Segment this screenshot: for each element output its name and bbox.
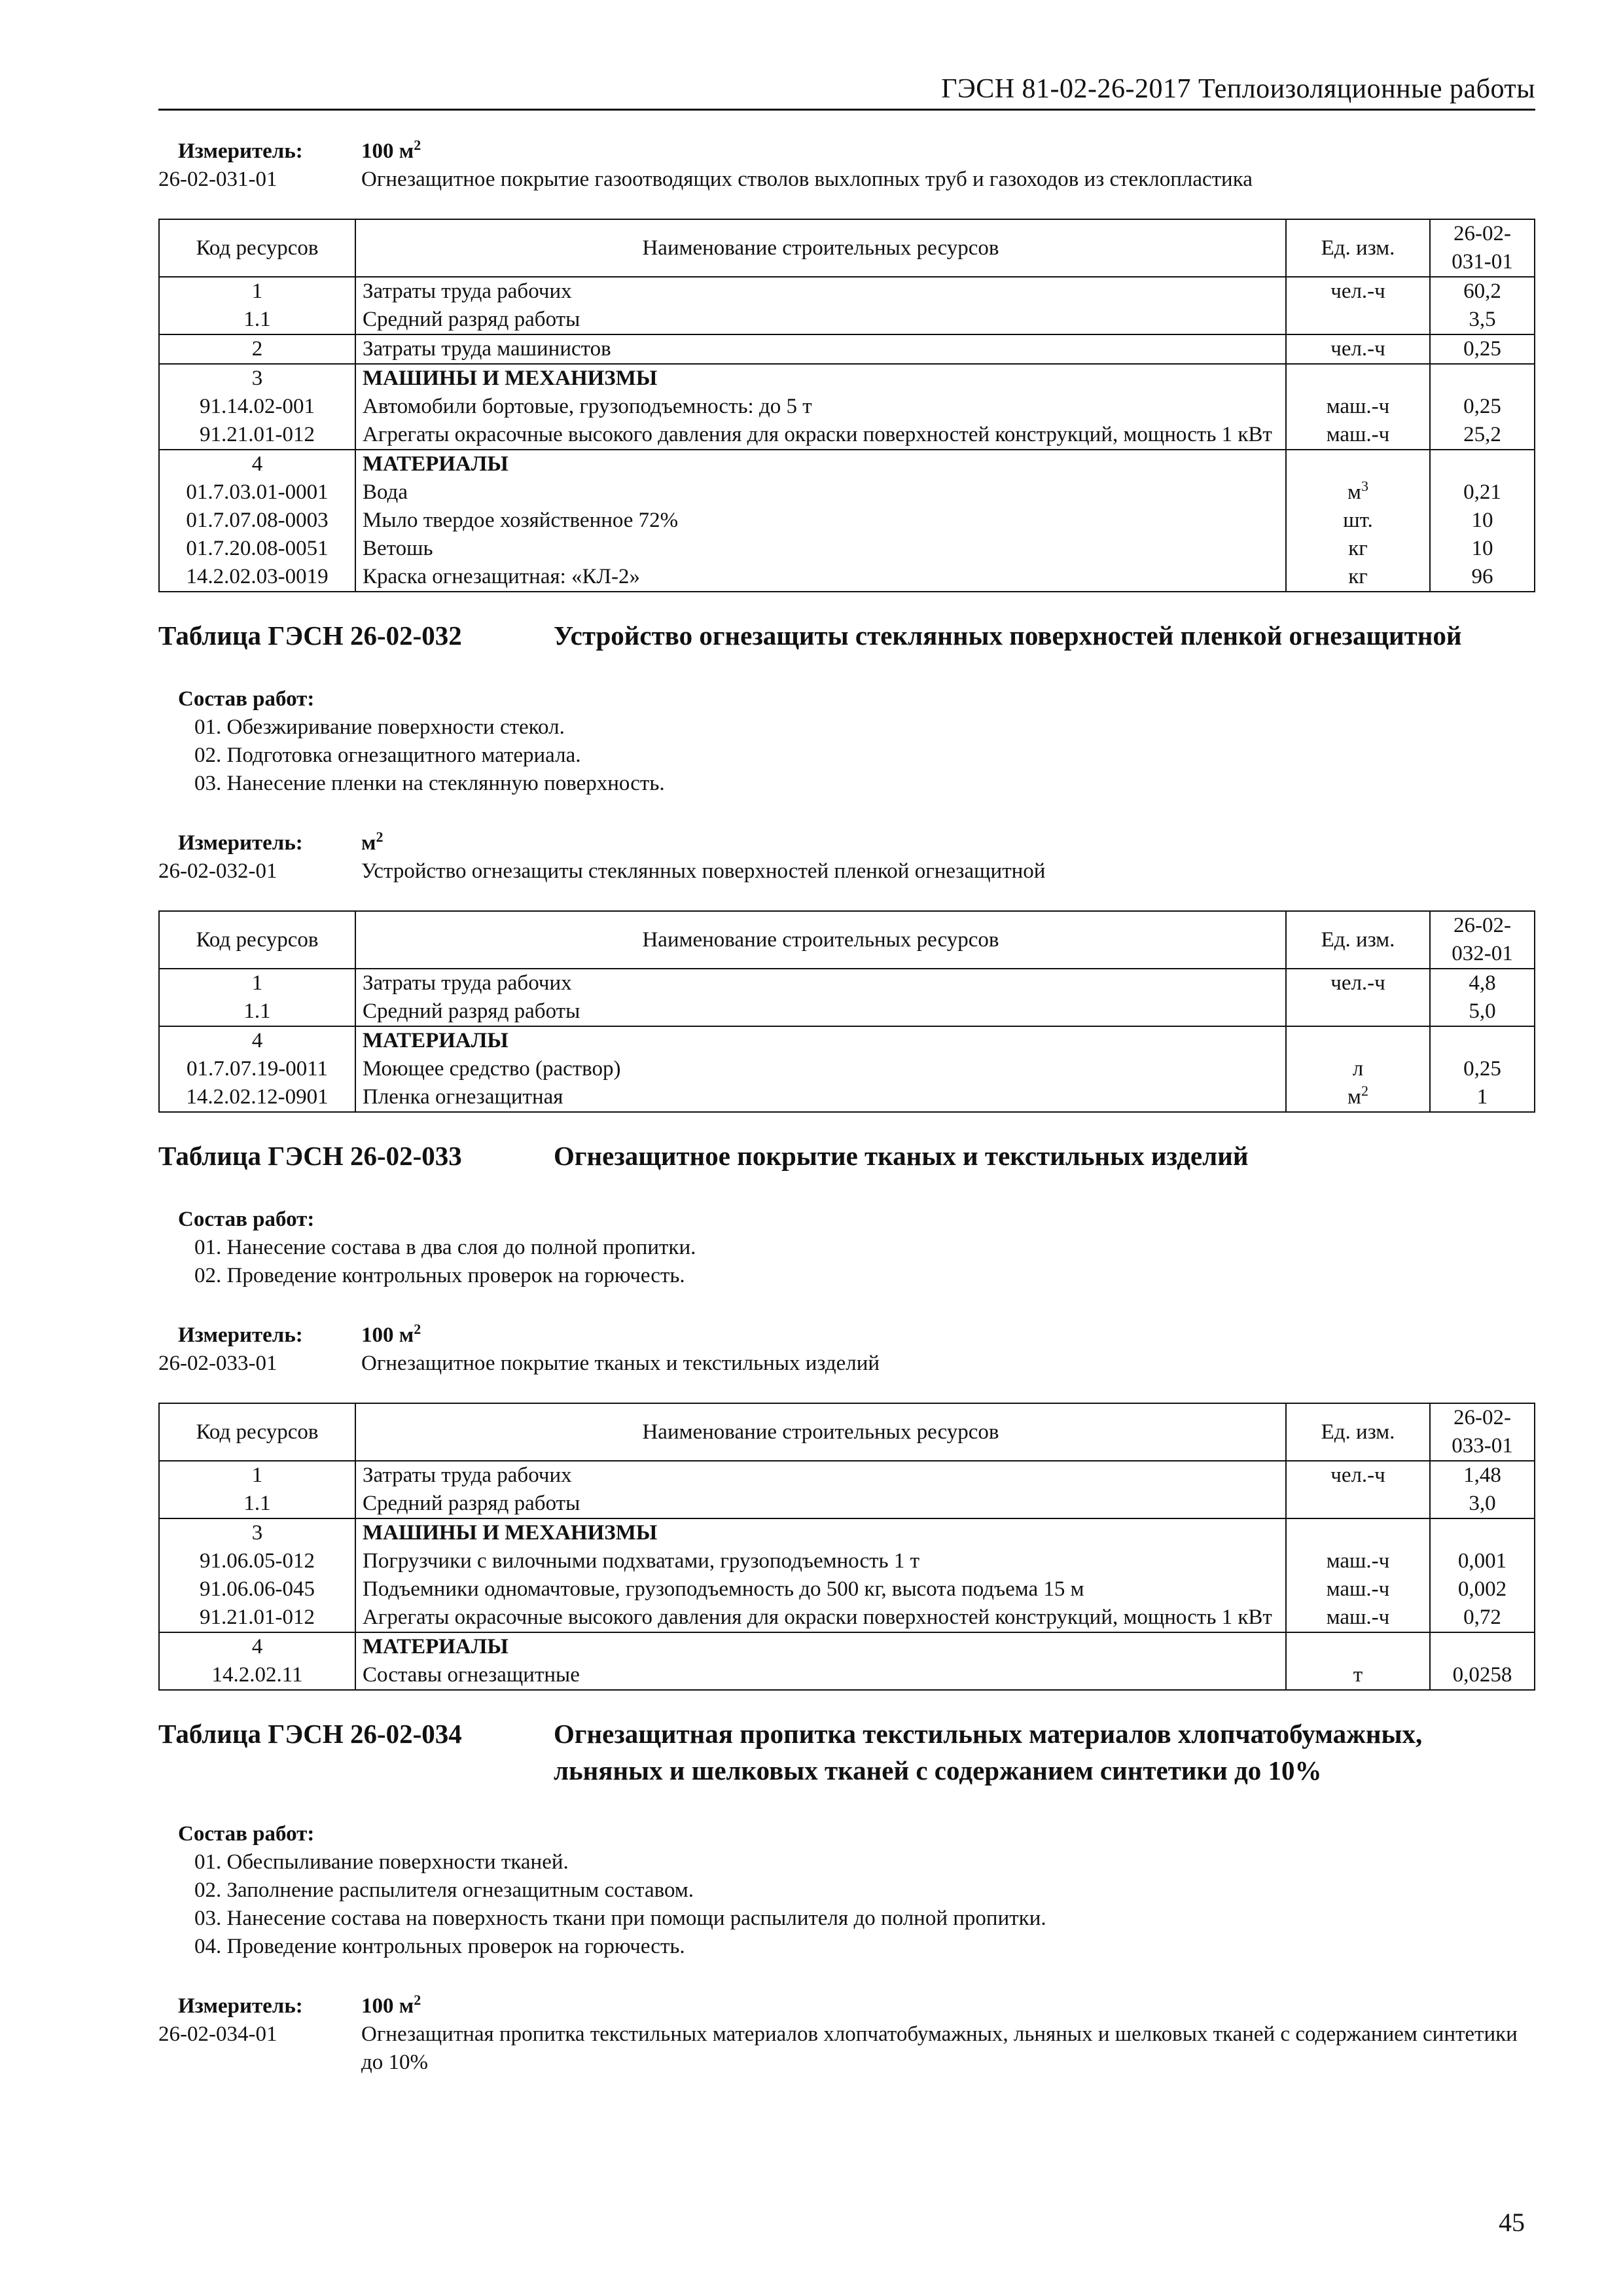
cell-unit: маш.-ч: [1286, 1547, 1430, 1575]
cell-name: Затраты труда машинистов: [355, 334, 1286, 364]
table-row: [159, 334, 1535, 364]
cell-code: 91.21.01-012: [159, 421, 355, 450]
cell-unit: чел.-ч: [1286, 969, 1430, 997]
table-row: [159, 1547, 1535, 1575]
cell-code: 1.1: [159, 997, 355, 1026]
measure-block-2: [158, 829, 1535, 886]
table-row: [159, 1518, 1535, 1547]
table-row: [159, 277, 1535, 306]
cell-value: 60,2: [1430, 277, 1535, 306]
cell-value: 0,25: [1430, 1055, 1535, 1083]
measure-label: Измеритель:: [178, 1994, 303, 2018]
cell-code: 01.7.07.08-0003: [159, 507, 355, 535]
cell-code: 91.06.06-045: [159, 1575, 355, 1604]
cell-unit: л: [1286, 1055, 1430, 1083]
table-title-4: [158, 1715, 1535, 1789]
cell-unit: маш.-ч: [1286, 1604, 1430, 1632]
norm-description: Огнезащитное покрытие газоотводящих стволов выхлопных труб и газоходов из стеклопластика: [361, 168, 1253, 191]
table-title-3: [158, 1138, 1535, 1174]
cell-value: 3,5: [1430, 306, 1535, 334]
cell-value: [1430, 1026, 1535, 1055]
cell-name: Агрегаты окрасочные высокого давления для окраски поверхностей конструкций, мощность 1 кВт: [355, 1604, 1286, 1632]
col-header-value: 26-02- 032-01: [1430, 911, 1535, 969]
cell-value: 0,25: [1430, 334, 1535, 364]
col-header-name: Наименование строительных ресурсов: [355, 911, 1286, 969]
table-row: [159, 1575, 1535, 1604]
cell-name: Вода: [355, 478, 1286, 507]
cell-value: 0,002: [1430, 1575, 1535, 1604]
cell-unit: $м^3$: [1286, 478, 1430, 507]
table-row: [159, 969, 1535, 997]
cell-name: МАТЕРИАЛЫ: [355, 1632, 1286, 1661]
norm-code: 26-02-031-01: [158, 168, 277, 191]
cell-code: 1: [159, 1461, 355, 1490]
table-row: [159, 1490, 1535, 1518]
cell-code: 1: [159, 277, 355, 306]
table-row: [159, 1055, 1535, 1083]
cell-unit: [1286, 364, 1430, 393]
cell-unit: чел.-ч: [1286, 1461, 1430, 1490]
cell-unit: [1286, 450, 1430, 478]
cell-name: МАШИНЫ И МЕХАНИЗМЫ: [355, 364, 1286, 393]
cell-name: Моющее средство (раствор): [355, 1055, 1286, 1083]
table-name: Огнезащитная пропитка текстильных материалов хлопчатобумажных, льняных и шелковых тканей с содержанием синтетики до 10%: [554, 1719, 1423, 1785]
work-composition-4: [158, 1820, 1535, 1961]
table-row: [159, 507, 1535, 535]
cell-code: 14.2.02.11: [159, 1661, 355, 1690]
cell-unit: т: [1286, 1661, 1430, 1690]
table-row: [159, 1661, 1535, 1690]
cell-name: Агрегаты окрасочные высокого давления для окраски поверхностей конструкций, мощность 1 кВт: [355, 421, 1286, 450]
cell-unit: чел.-ч: [1286, 334, 1430, 364]
table-row: [159, 393, 1535, 421]
table-row: [159, 421, 1535, 450]
composition-item: 02. Подготовка огнезащитного материала.: [194, 744, 581, 767]
composition-item: 01. Нанесение состава в два слоя до полной пропитки.: [194, 1236, 696, 1259]
cell-unit: [1286, 1026, 1430, 1055]
cell-unit: шт.: [1286, 507, 1430, 535]
composition-item: 04. Проведение контрольных проверок на горючесть.: [194, 1935, 685, 1958]
cell-name: Средний разряд работы: [355, 997, 1286, 1026]
cell-value: 3,0: [1430, 1490, 1535, 1518]
table-row: [159, 1026, 1535, 1055]
cell-unit: маш.-ч: [1286, 1575, 1430, 1604]
cell-code: 14.2.02.03-0019: [159, 563, 355, 592]
cell-value: 1: [1430, 1083, 1535, 1112]
cell-name: Средний разряд работы: [355, 306, 1286, 334]
cell-value: 0,25: [1430, 393, 1535, 421]
cell-code: 91.14.02-001: [159, 393, 355, 421]
cell-value: 10: [1430, 535, 1535, 563]
composition-label: Состав работ:: [178, 1208, 315, 1231]
cell-unit: [1286, 1632, 1430, 1661]
cell-code: 1: [159, 969, 355, 997]
cell-name: Подъемники одномачтовые, грузоподъемность до 500 кг, высота подъема 15 м: [355, 1575, 1286, 1604]
cell-name: МАШИНЫ И МЕХАНИЗМЫ: [355, 1518, 1286, 1547]
composition-item: 01. Обеспыливание поверхности тканей.: [194, 1850, 569, 1874]
cell-unit: [1286, 1518, 1430, 1547]
col-header-value: 26-02- 033-01: [1430, 1403, 1535, 1461]
cell-name: Пленка огнезащитная: [355, 1083, 1286, 1112]
cell-code: 3: [159, 364, 355, 393]
table-row: [159, 1083, 1535, 1112]
col-header-unit: Ед. изм.: [1286, 219, 1430, 277]
cell-value: [1430, 450, 1535, 478]
composition-item: 02. Проведение контрольных проверок на горючесть.: [194, 1264, 685, 1287]
cell-name: Составы огнезащитные: [355, 1661, 1286, 1690]
table-row: [159, 450, 1535, 478]
measure-label: Измеритель:: [178, 831, 303, 855]
table-row: [159, 535, 1535, 563]
measure-value: $м^2$: [361, 829, 383, 855]
cell-code: 4: [159, 1026, 355, 1055]
measure-block-1: [158, 137, 1535, 194]
measure-value: 100 $м^2$: [361, 1321, 421, 1347]
running-header: ГЭСН 81-02-26-2017 Теплоизоляционные работы: [941, 74, 1535, 104]
cell-name: Погрузчики с вилочными подхватами, грузоподъемность 1 т: [355, 1547, 1286, 1575]
cell-code: 3: [159, 1518, 355, 1547]
page-number: 45: [1499, 2208, 1525, 2237]
col-header-value: 26-02- 031-01: [1430, 219, 1535, 277]
table-title-2: [158, 617, 1535, 654]
cell-value: [1430, 1518, 1535, 1547]
table-row: [159, 478, 1535, 507]
cell-name: Автомобили бортовые, грузоподъемность: до 5 т: [355, 393, 1286, 421]
cell-unit: [1286, 997, 1430, 1026]
cell-code: 1.1: [159, 1490, 355, 1518]
col-header-name: Наименование строительных ресурсов: [355, 1403, 1286, 1461]
table-row: [159, 563, 1535, 592]
table-number: Таблица ГЭСН 26-02-032: [158, 620, 462, 651]
resource-table-3: [158, 1403, 1535, 1691]
measure-value: 100 $м^2$: [361, 137, 421, 163]
measure-block-4: [158, 1992, 1535, 2077]
cell-unit: $м^2$: [1286, 1083, 1430, 1112]
composition-item: 01. Обезжиривание поверхности стекол.: [194, 715, 565, 739]
cell-unit: кг: [1286, 563, 1430, 592]
col-header-code: Код ресурсов: [159, 219, 355, 277]
cell-name: Ветошь: [355, 535, 1286, 563]
cell-code: 14.2.02.12-0901: [159, 1083, 355, 1112]
work-composition-3: [158, 1206, 1535, 1290]
cell-name: Краска огнезащитная: «КЛ-2»: [355, 563, 1286, 592]
col-header-unit: Ед. изм.: [1286, 911, 1430, 969]
cell-code: 01.7.03.01-0001: [159, 478, 355, 507]
cell-name: Затраты труда рабочих: [355, 277, 1286, 306]
col-header-unit: Ед. изм.: [1286, 1403, 1430, 1461]
table-row: [159, 306, 1535, 334]
norm-code: 26-02-032-01: [158, 859, 277, 883]
header-rule: [158, 109, 1535, 111]
cell-code: 91.06.05-012: [159, 1547, 355, 1575]
cell-code: 4: [159, 450, 355, 478]
cell-name: Мыло твердое хозяйственное 72%: [355, 507, 1286, 535]
norm-description: Огнезащитное покрытие тканых и текстильных изделий: [361, 1352, 880, 1375]
measure-value: 100 $м^2$: [361, 1992, 421, 2018]
measure-label: Измеритель:: [178, 139, 303, 163]
cell-value: 0,001: [1430, 1547, 1535, 1575]
col-header-code: Код ресурсов: [159, 1403, 355, 1461]
table-number: Таблица ГЭСН 26-02-033: [158, 1141, 462, 1171]
composition-label: Состав работ:: [178, 1822, 315, 1846]
cell-value: 0,72: [1430, 1604, 1535, 1632]
table-name: Устройство огнезащиты стеклянных поверхностей пленкой огнезащитной: [554, 620, 1462, 651]
measure-label: Измеритель:: [178, 1323, 303, 1347]
cell-name: Затраты труда рабочих: [355, 969, 1286, 997]
work-composition-2: [158, 685, 1535, 798]
measure-block-3: [158, 1321, 1535, 1378]
cell-code: 4: [159, 1632, 355, 1661]
cell-value: 25,2: [1430, 421, 1535, 450]
cell-unit: маш.-ч: [1286, 393, 1430, 421]
cell-unit: [1286, 1490, 1430, 1518]
cell-name: МАТЕРИАЛЫ: [355, 450, 1286, 478]
cell-code: 01.7.07.19-0011: [159, 1055, 355, 1083]
cell-code: 1.1: [159, 306, 355, 334]
cell-value: 0,0258: [1430, 1661, 1535, 1690]
cell-value: 10: [1430, 507, 1535, 535]
table-number: Таблица ГЭСН 26-02-034: [158, 1719, 462, 1749]
cell-unit: [1286, 306, 1430, 334]
col-header-name: Наименование строительных ресурсов: [355, 219, 1286, 277]
resource-table-1: [158, 219, 1535, 592]
cell-value: [1430, 364, 1535, 393]
table-row: [159, 364, 1535, 393]
cell-unit: маш.-ч: [1286, 421, 1430, 450]
cell-value: 1,48: [1430, 1461, 1535, 1490]
composition-item: 03. Нанесение состава на поверхность ткани при помощи распылителя до полной пропитки.: [194, 1907, 1046, 1930]
norm-description: Устройство огнезащиты стеклянных поверхностей пленкой огнезащитной: [361, 859, 1046, 883]
col-header-code: Код ресурсов: [159, 911, 355, 969]
table-row: [159, 1632, 1535, 1661]
resource-table-2: [158, 910, 1535, 1113]
cell-value: 96: [1430, 563, 1535, 592]
cell-unit: чел.-ч: [1286, 277, 1430, 306]
norm-code: 26-02-034-01: [158, 2022, 277, 2046]
composition-item: 03. Нанесение пленки на стеклянную поверхность.: [194, 772, 665, 795]
table-row: [159, 997, 1535, 1026]
norm-description: Огнезащитная пропитка текстильных материалов хлопчатобумажных, льняных и шелковых тканей с содержанием синтетики до 10%: [361, 2022, 1518, 2074]
cell-code: 01.7.20.08-0051: [159, 535, 355, 563]
cell-code: 2: [159, 334, 355, 364]
cell-name: Средний разряд работы: [355, 1490, 1286, 1518]
table-row: [159, 1461, 1535, 1490]
composition-item: 02. Заполнение распылителя огнезащитным составом.: [194, 1878, 694, 1902]
table-name: Огнезащитное покрытие тканых и текстильных изделий: [554, 1141, 1249, 1171]
cell-value: 5,0: [1430, 997, 1535, 1026]
cell-value: 4,8: [1430, 969, 1535, 997]
cell-name: МАТЕРИАЛЫ: [355, 1026, 1286, 1055]
cell-code: 91.21.01-012: [159, 1604, 355, 1632]
norm-code: 26-02-033-01: [158, 1352, 277, 1375]
cell-value: 0,21: [1430, 478, 1535, 507]
cell-value: [1430, 1632, 1535, 1661]
cell-unit: кг: [1286, 535, 1430, 563]
composition-label: Состав работ:: [178, 687, 315, 711]
table-row: [159, 1604, 1535, 1632]
page-content: [158, 137, 1535, 2077]
cell-name: Затраты труда рабочих: [355, 1461, 1286, 1490]
